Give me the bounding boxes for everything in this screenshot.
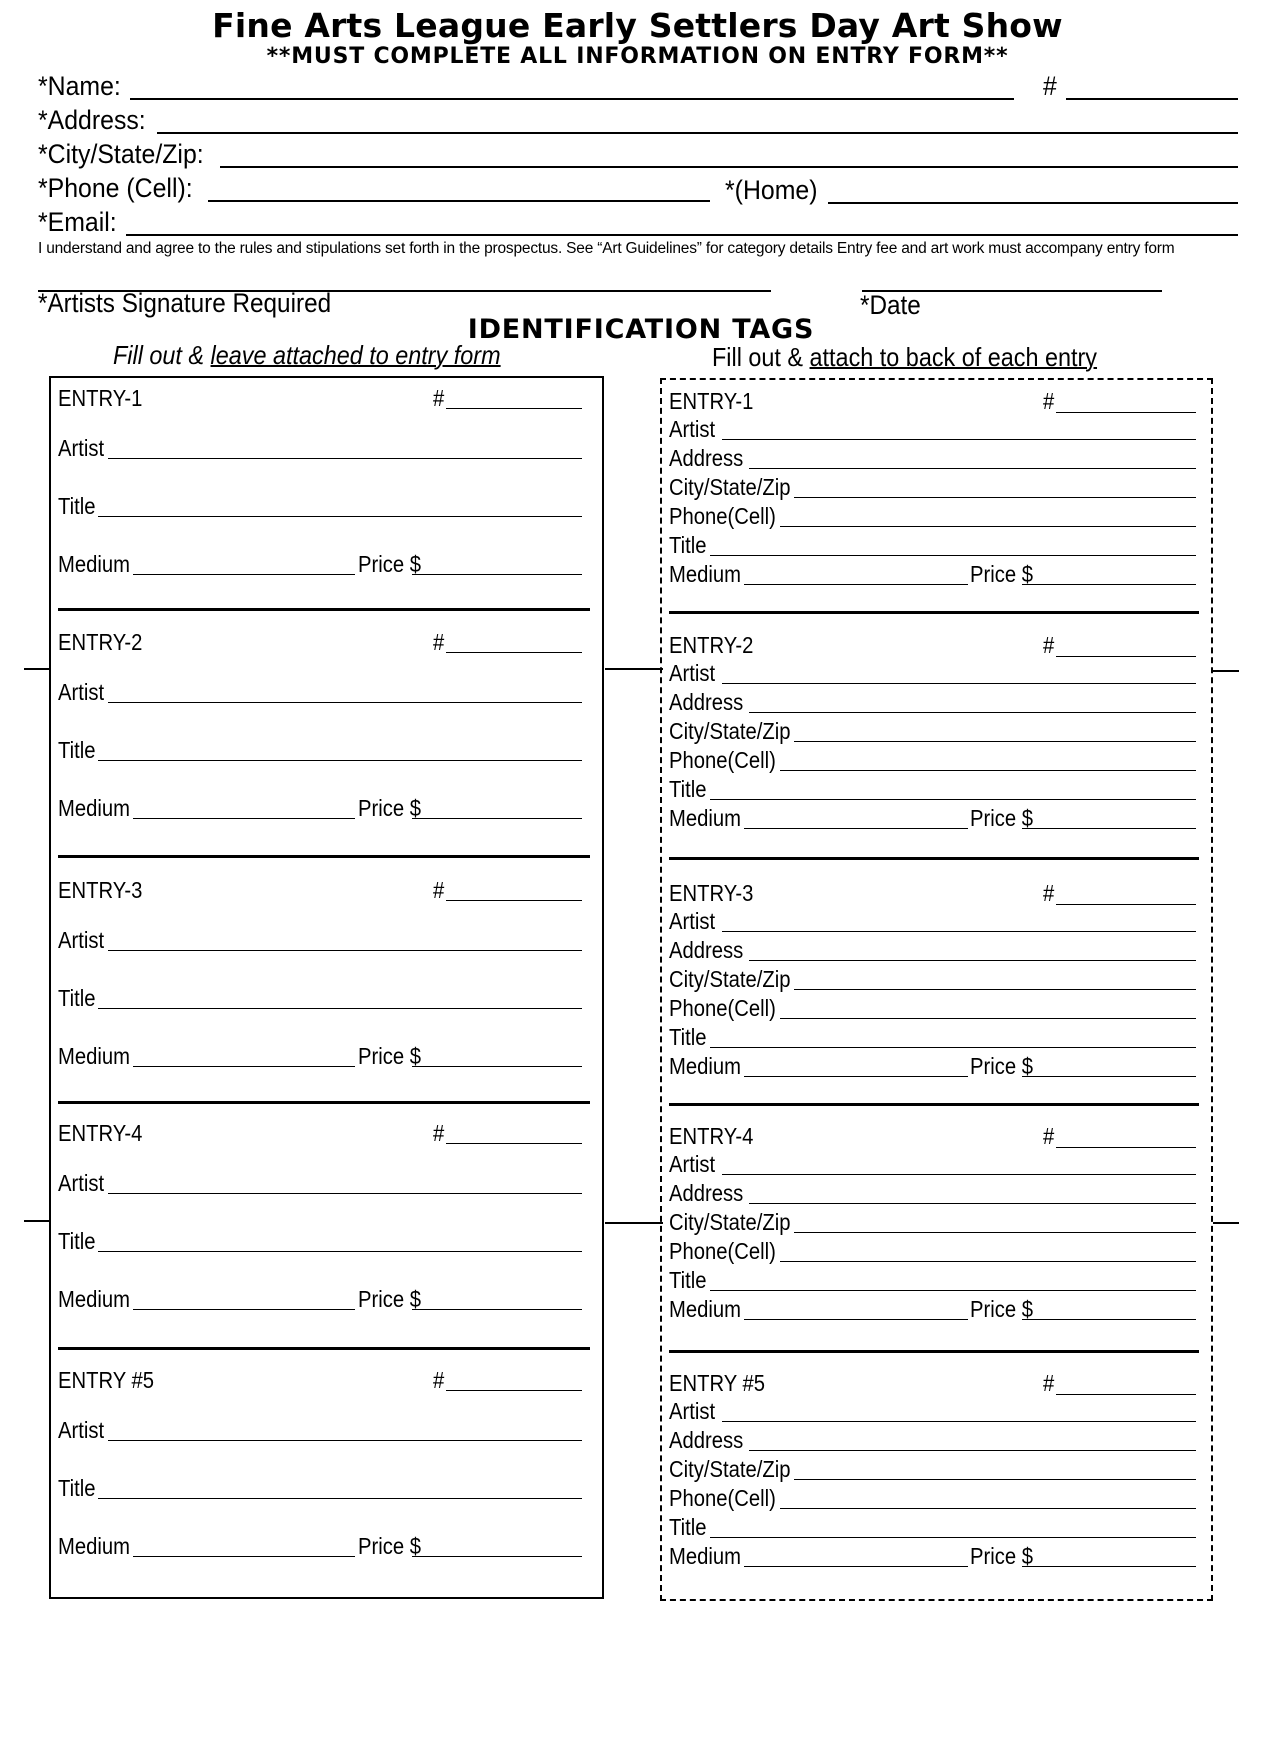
- signature-label: *Artists Signature Required: [38, 288, 332, 318]
- tag-artist-field[interactable]: [722, 1421, 1196, 1422]
- tag-price-field[interactable]: [1022, 584, 1196, 585]
- entry-price-field[interactable]: [412, 1556, 582, 1557]
- tag-city-label: City/State/Zip: [669, 1209, 791, 1235]
- tag-number-field[interactable]: [1056, 904, 1196, 905]
- entry-artist-label: Artist: [58, 1170, 105, 1196]
- name-row: [38, 68, 1014, 100]
- tag-address-field[interactable]: [749, 1450, 1196, 1451]
- entry-artist-field[interactable]: [108, 1193, 582, 1194]
- entry-artist-field[interactable]: [108, 702, 582, 703]
- entry-medium-label: Medium: [58, 1286, 130, 1312]
- city-row: [38, 136, 1238, 168]
- left-column-title-underlined: leave attached to entry form: [210, 340, 501, 370]
- tag-price-label: Price $: [970, 805, 1034, 831]
- tag-medium-field[interactable]: [744, 1319, 968, 1320]
- tag-medium-field[interactable]: [744, 584, 968, 585]
- tag-address-label: Address: [669, 1180, 744, 1206]
- entry-artist-label: Artist: [58, 679, 105, 705]
- tag-phone-label: Phone(Cell): [669, 747, 776, 773]
- entry-artist-label: Artist: [58, 1417, 105, 1443]
- tag-title-field[interactable]: [710, 1537, 1196, 1538]
- city-field[interactable]: [220, 140, 1238, 168]
- tag-medium-field[interactable]: [744, 1566, 968, 1567]
- entry-number-field[interactable]: [446, 1143, 582, 1144]
- tag-address-field[interactable]: [749, 960, 1196, 961]
- entry-form-tags-box: [49, 376, 604, 1599]
- entry-title-label: Title: [58, 1475, 96, 1501]
- email-label: *Email:: [38, 207, 117, 237]
- entry-separator: [58, 1347, 590, 1350]
- phone-home-row: [725, 172, 1238, 204]
- entry-price-label: Price $: [358, 551, 422, 577]
- phone-home-field[interactable]: [828, 176, 1238, 204]
- tag-artist-field[interactable]: [722, 1174, 1196, 1175]
- identification-tags-heading: IDENTIFICATION TAGS: [467, 314, 815, 345]
- tag-medium-label: Medium: [669, 1296, 741, 1322]
- tag-number-field[interactable]: [1056, 656, 1196, 657]
- entry-label: ENTRY-2: [58, 629, 143, 655]
- artist-number-row: [1043, 68, 1238, 100]
- right-column-title: [712, 342, 1097, 373]
- fold-mark: [24, 1220, 50, 1222]
- tag-artist-label: Artist: [669, 908, 716, 934]
- tag-phone-label: Phone(Cell): [669, 1485, 776, 1511]
- tag-city-label: City/State/Zip: [669, 718, 791, 744]
- date-label: *Date: [860, 290, 921, 320]
- right-column-title-prefix: Fill out &: [712, 342, 810, 372]
- tag-number-label: #: [1043, 1123, 1055, 1149]
- artist-number-field[interactable]: [1066, 72, 1238, 100]
- entry-medium-field[interactable]: [133, 818, 355, 819]
- tag-city-label: City/State/Zip: [669, 966, 791, 992]
- entry-label: ENTRY-3: [58, 877, 143, 903]
- fold-mark: [605, 1222, 663, 1224]
- entry-price-label: Price $: [358, 1533, 422, 1559]
- tag-artist-label: Artist: [669, 1398, 716, 1424]
- tag-number-label: #: [1043, 880, 1055, 906]
- tag-title-field[interactable]: [710, 799, 1196, 800]
- tag-entry-label: ENTRY-4: [669, 1123, 754, 1149]
- left-column-title-prefix: Fill out &: [113, 340, 211, 370]
- tag-city-field[interactable]: [794, 989, 1196, 990]
- address-field[interactable]: [157, 106, 1238, 134]
- entry-number-field[interactable]: [446, 1390, 582, 1391]
- tag-artist-field[interactable]: [722, 931, 1196, 932]
- phone-cell-field[interactable]: [208, 174, 710, 202]
- tag-title-label: Title: [669, 1514, 707, 1540]
- tag-phone-field[interactable]: [780, 1018, 1196, 1019]
- name-field[interactable]: [130, 72, 1014, 100]
- tag-price-field[interactable]: [1022, 1319, 1196, 1320]
- tag-medium-label: Medium: [669, 561, 741, 587]
- tag-entry-label: ENTRY-1: [669, 388, 754, 414]
- fold-mark: [1213, 1222, 1239, 1224]
- entry-number-label: #: [433, 629, 445, 655]
- tag-city-field[interactable]: [794, 497, 1196, 498]
- tag-city-label: City/State/Zip: [669, 1456, 791, 1482]
- tag-phone-label: Phone(Cell): [669, 995, 776, 1021]
- tag-phone-field[interactable]: [780, 1508, 1196, 1509]
- entry-medium-label: Medium: [58, 1043, 130, 1069]
- tag-medium-field[interactable]: [744, 1076, 968, 1077]
- entry-separator: [58, 855, 590, 858]
- entry-artist-field[interactable]: [108, 950, 582, 951]
- tag-entry-label: ENTRY-3: [669, 880, 754, 906]
- tag-price-field[interactable]: [1022, 1076, 1196, 1077]
- tag-medium-label: Medium: [669, 1543, 741, 1569]
- right-column-title-underlined: attach to back of each entry: [809, 342, 1098, 372]
- entry-price-field[interactable]: [412, 1066, 582, 1067]
- tag-separator: [669, 1350, 1199, 1353]
- tag-title-field[interactable]: [710, 1047, 1196, 1048]
- tag-address-field[interactable]: [749, 712, 1196, 713]
- tag-number-label: #: [1043, 632, 1055, 658]
- entry-number-field[interactable]: [446, 900, 582, 901]
- entry-title-field[interactable]: [98, 760, 582, 761]
- page-subtitle: **MUST COMPLETE ALL INFORMATION ON ENTRY FORM**: [266, 44, 1009, 69]
- phone-cell-row: [38, 170, 710, 202]
- artist-number-label: #: [1043, 71, 1057, 101]
- tag-price-field[interactable]: [1022, 828, 1196, 829]
- left-column-title: [113, 340, 501, 371]
- entry-label: ENTRY-1: [58, 385, 143, 411]
- tag-artist-label: Artist: [669, 416, 716, 442]
- tag-medium-field[interactable]: [744, 828, 968, 829]
- name-label: *Name:: [38, 71, 121, 101]
- tag-medium-label: Medium: [669, 805, 741, 831]
- entry-title-field[interactable]: [98, 1251, 582, 1252]
- phone-cell-label: *Phone (Cell):: [38, 173, 193, 203]
- tag-price-label: Price $: [970, 1543, 1034, 1569]
- entry-medium-label: Medium: [58, 795, 130, 821]
- entry-price-label: Price $: [358, 795, 422, 821]
- tag-price-label: Price $: [970, 1296, 1034, 1322]
- entry-title-label: Title: [58, 493, 96, 519]
- entry-price-label: Price $: [358, 1043, 422, 1069]
- entry-number-field[interactable]: [446, 652, 582, 653]
- entry-label: ENTRY #5: [58, 1367, 155, 1393]
- tag-address-label: Address: [669, 445, 744, 471]
- tag-address-label: Address: [669, 1427, 744, 1453]
- fold-mark: [605, 668, 663, 670]
- entry-number-field[interactable]: [446, 408, 582, 409]
- fold-mark: [1213, 670, 1239, 672]
- tag-city-field[interactable]: [794, 741, 1196, 742]
- tag-separator: [669, 1103, 1199, 1106]
- tag-address-field[interactable]: [749, 468, 1196, 469]
- tag-title-label: Title: [669, 532, 707, 558]
- tag-number-label: #: [1043, 388, 1055, 414]
- tag-title-label: Title: [669, 1024, 707, 1050]
- entry-medium-field[interactable]: [133, 1309, 355, 1310]
- entry-title-field[interactable]: [98, 516, 582, 517]
- tag-entry-label: ENTRY-2: [669, 632, 754, 658]
- tag-separator: [669, 857, 1199, 860]
- tag-phone-label: Phone(Cell): [669, 1238, 776, 1264]
- entry-title-label: Title: [58, 985, 96, 1011]
- tag-phone-label: Phone(Cell): [669, 503, 776, 529]
- entry-price-label: Price $: [358, 1286, 422, 1312]
- entry-artist-field[interactable]: [108, 458, 582, 459]
- tag-number-field[interactable]: [1056, 1147, 1196, 1148]
- tag-medium-label: Medium: [669, 1053, 741, 1079]
- phone-home-label: *(Home): [725, 175, 818, 205]
- entry-medium-field[interactable]: [133, 1066, 355, 1067]
- tag-phone-field[interactable]: [780, 1261, 1196, 1262]
- entry-number-label: #: [433, 877, 445, 903]
- page-title: Fine Arts League Early Settlers Day Art Show: [212, 6, 1063, 45]
- entry-artist-field[interactable]: [108, 1440, 582, 1441]
- tag-artist-field[interactable]: [722, 683, 1196, 684]
- entry-artist-label: Artist: [58, 435, 105, 461]
- entry-label: ENTRY-4: [58, 1120, 143, 1146]
- entry-price-field[interactable]: [412, 1309, 582, 1310]
- address-label: *Address:: [38, 105, 146, 135]
- entry-number-label: #: [433, 385, 445, 411]
- tag-artist-label: Artist: [669, 660, 716, 686]
- entry-title-label: Title: [58, 737, 96, 763]
- agreement-text: I understand and agree to the rules and stipulations set forth in the prospectus. See “Art Guidelines” for category details Entry fee and art work must accompany entry form: [38, 240, 1175, 257]
- tag-address-label: Address: [669, 689, 744, 715]
- tag-phone-field[interactable]: [780, 770, 1196, 771]
- tag-title-field[interactable]: [710, 1290, 1196, 1291]
- tag-title-label: Title: [669, 1267, 707, 1293]
- tag-artist-field[interactable]: [722, 439, 1196, 440]
- tag-city-label: City/State/Zip: [669, 474, 791, 500]
- entry-artist-label: Artist: [58, 927, 105, 953]
- address-row: [38, 102, 1238, 134]
- tag-address-label: Address: [669, 937, 744, 963]
- tag-city-field[interactable]: [794, 1232, 1196, 1233]
- tag-city-field[interactable]: [794, 1479, 1196, 1480]
- entry-separator: [58, 608, 590, 611]
- tag-title-label: Title: [669, 776, 707, 802]
- entry-number-label: #: [433, 1120, 445, 1146]
- email-row: [38, 204, 1238, 236]
- entry-title-field[interactable]: [98, 1008, 582, 1009]
- entry-medium-field[interactable]: [133, 574, 355, 575]
- entry-price-field[interactable]: [412, 818, 582, 819]
- entry-title-field[interactable]: [98, 1498, 582, 1499]
- entry-medium-label: Medium: [58, 1533, 130, 1559]
- tag-artist-label: Artist: [669, 1151, 716, 1177]
- tag-number-field[interactable]: [1056, 412, 1196, 413]
- tag-separator: [669, 611, 1199, 614]
- fold-mark: [24, 668, 50, 670]
- entry-separator: [58, 1101, 590, 1104]
- email-field[interactable]: [126, 208, 1238, 236]
- entry-medium-field[interactable]: [133, 1556, 355, 1557]
- entry-title-label: Title: [58, 1228, 96, 1254]
- entry-medium-label: Medium: [58, 551, 130, 577]
- entry-number-label: #: [433, 1367, 445, 1393]
- tag-number-label: #: [1043, 1370, 1055, 1396]
- tag-phone-field[interactable]: [780, 526, 1196, 527]
- city-label: *City/State/Zip:: [38, 139, 204, 169]
- tag-address-field[interactable]: [749, 1203, 1196, 1204]
- tag-number-field[interactable]: [1056, 1394, 1196, 1395]
- tag-entry-label: ENTRY #5: [669, 1370, 766, 1396]
- tag-title-field[interactable]: [710, 555, 1196, 556]
- tag-price-label: Price $: [970, 561, 1034, 587]
- tag-price-field[interactable]: [1022, 1566, 1196, 1567]
- tag-price-label: Price $: [970, 1053, 1034, 1079]
- entry-price-field[interactable]: [412, 574, 582, 575]
